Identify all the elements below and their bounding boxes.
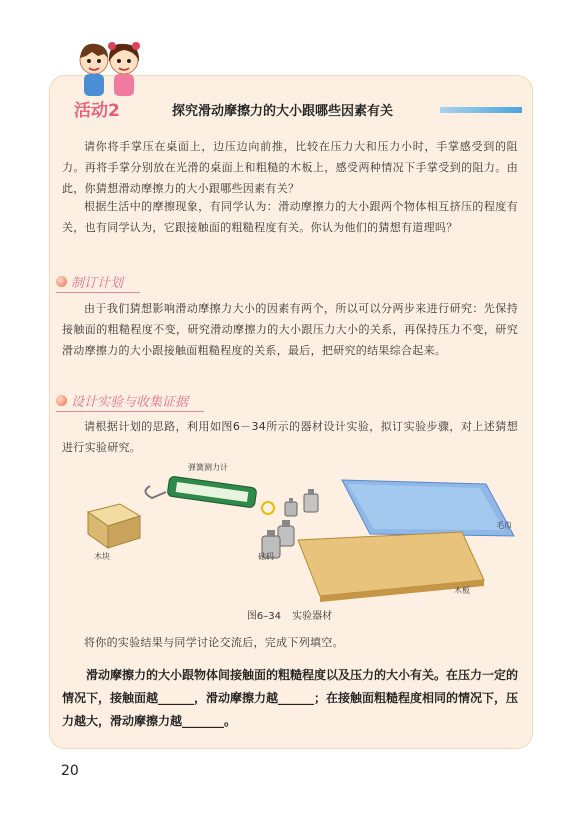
activity-title: 探究滑动摩擦力的大小跟哪些因素有关	[172, 104, 394, 119]
weight-small	[285, 502, 297, 516]
discussion-paragraph: 将你的实验结果与同学讨论交流后，完成下列填空。	[84, 636, 344, 649]
bullet-dot-icon	[56, 276, 67, 287]
scale-ring	[262, 502, 274, 514]
label-weights: 砝码	[258, 552, 274, 561]
section-heading-plan-label: 制订计划	[71, 276, 124, 291]
activity-label: 活动2	[74, 101, 120, 121]
scale-hook-left	[145, 486, 166, 498]
towel-pattern	[348, 484, 504, 530]
page-number: 20	[61, 763, 79, 779]
label-towel: 毛巾	[496, 521, 512, 530]
section-heading-experiment-label: 设计实验与收集证据	[71, 395, 189, 410]
experiment-paragraph: 请根据计划的思路，利用如图6－34所示的器材设计实验，拟订实验步骤，对上述猜想进行实验研究。	[62, 420, 518, 454]
section-heading-plan	[56, 271, 144, 291]
title-decoration-bar	[440, 107, 522, 113]
intro-paragraph-1: 请你将手掌压在桌面上，边压边向前推，比较在压力大和压力小时，手掌感受到的阻力。再将手掌分别放在光滑的桌面上和粗糙的木板上，感受两种情况下手掌受到的阻力。由此，你猜想滑动摩擦力的大小跟哪些因素有关？	[62, 140, 518, 195]
section-underline	[56, 292, 140, 293]
section-heading-experiment	[56, 390, 208, 410]
figure-caption	[0, 607, 579, 622]
figure-caption-number: 图6–34	[246, 611, 281, 622]
equipment-illustration	[80, 452, 520, 602]
weight-medium	[304, 494, 318, 512]
bullet-dot-icon	[56, 395, 67, 406]
label-spring-scale: 弹簧测力计	[188, 463, 228, 472]
label-board: 木板	[454, 586, 470, 595]
figure-caption-text: 实验器材	[292, 611, 333, 622]
label-wood-block: 木块	[94, 552, 110, 561]
conclusion-fill-in-paragraph: 滑动摩擦力的大小跟物体间接触面的粗糙程度以及压力的大小有关。在压力一定的情况下，接触面越______，滑动摩擦力越______；在接触面粗糙程度相同的情况下，压力越大，滑动摩擦力越_______。	[62, 668, 519, 728]
experiment-equipment-figure	[80, 452, 520, 622]
section-underline	[56, 411, 204, 412]
mascot-children-illustration	[72, 36, 144, 98]
intro-paragraph-2: 根据生活中的摩擦现象，有同学认为：滑动摩擦力的大小跟两个物体相互挤压的程度有关，也有同学认为，它跟接触面的粗糙程度有关。你认为他们的猜想有道理吗？	[62, 200, 518, 234]
activity-title-row	[74, 98, 514, 124]
plan-paragraph: 由于我们猜想影响滑动摩擦力大小的因素有两个，所以可以分两步来进行研究：先保持接触面的粗糙程度不变，研究滑动摩擦力的大小跟压力大小的关系，再保持压力不变，研究滑动摩擦力的大小跟接触面粗糙程度的关系，最后，把研究的结果综合起来。	[62, 302, 518, 357]
